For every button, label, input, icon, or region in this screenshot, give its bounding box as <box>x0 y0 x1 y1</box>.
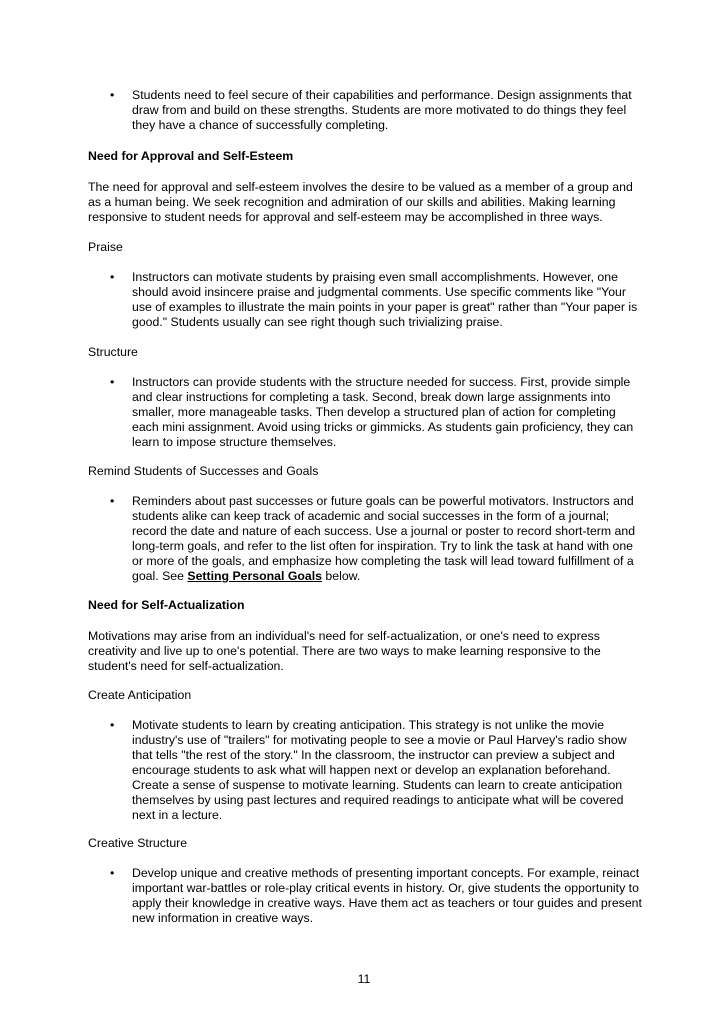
bullet-marker: • <box>110 718 115 732</box>
bullet-text: Students need to feel secure of their capabilities and performance. Design assignments that draw from and build on these strengths. Students are more motivated to do things they feel they have a chance of successfully completing. <box>132 88 632 132</box>
bullet-marker: • <box>110 866 115 880</box>
paragraph-approval: The need for approval and self-esteem involves the desire to be valued as a member of a group and as a human being. We seek recognition and admiration of our skills and abilities. Making learning responsive to student needs for approval and self-esteem may be accomplished in three ways. <box>88 180 633 224</box>
bullet-marker: • <box>110 494 115 508</box>
bullet-text: Develop unique and creative methods of presenting important concepts. For example, reinact important war-battles or role-play critical events in history. Or, give students the opportunity to apply their knowledge in creative ways. Have them act as teachers or tour guides and present new information in creative ways. <box>132 866 642 925</box>
bullet-text-part: below. <box>322 569 361 583</box>
bullet-text: Instructors can motivate students by praising even small accomplishments. However, one should avoid insincere praise and judgmental comments. Use specific comments like "Your use of examples to illustrate the main points in your paper is great" rather than "Your paper is good." Students usually can see right though such trivializing praise. <box>132 270 638 329</box>
subheading-create-anticipation: Create Anticipation <box>88 688 192 702</box>
bullet-text-part: Reminders about past successes or future goals can be powerful motivators. Instructors and students alike can keep track of academic and social successes in the form of a journal; record the date and nature of each success. Use a journal or poster to record short-term and long-term goals, and refer to the list often for inspiration. Try to link the task at hand with one or more of the goals, and emphasize how completing the task will lead toward fulfillment of a goal. See <box>132 494 636 583</box>
bullet-text: Instructors can provide students with the structure needed for success. First, provide simple and clear instructions for completing a task. Second, break down large assignments into smaller, more manageable tasks. Then develop a structured plan of action for completing each mini assignment. Avoid using tricks or gimmicks. As students gain proficiency, they can learn to impose structure themselves. <box>132 375 634 449</box>
bullet-text: Motivate students to learn by creating anticipation. This strategy is not unlike the movie industry's use of "trailers" for motivating people to see a movie or Paul Harvey's radio show that tells "the rest of the story." In the classroom, the instructor can preview a subject and encourage students to ask what will happen next or develop an explanation beforehand. Create a sense of suspense to motivate learning. Students can learn to create anticipation themselves by using past lectures and required readings to anticipate what will be covered next in a lecture. <box>132 718 627 822</box>
bullet-marker: • <box>110 375 115 389</box>
section-heading-self-actualization: Need for Self-Actualization <box>88 598 245 612</box>
subheading-creative-structure: Creative Structure <box>88 836 188 850</box>
bullet-text <box>132 494 643 584</box>
paragraph-self-actualization: Motivations may arise from an individual's need for self-actualization, or one's need to express creativity and live up to one's potential. There are two ways to make learning responsive to the student's need for self-actualization. <box>88 629 601 673</box>
page-number: 11 <box>357 972 371 986</box>
bullet-marker: • <box>110 88 115 102</box>
subheading-structure: Structure <box>88 345 138 359</box>
subheading-praise: Praise <box>88 240 123 254</box>
section-heading-approval: Need for Approval and Self-Esteem <box>88 149 294 163</box>
setting-personal-goals-link[interactable]: Setting Personal Goals <box>187 569 323 583</box>
bullet-marker: • <box>110 270 115 284</box>
subheading-remind: Remind Students of Successes and Goals <box>88 464 319 478</box>
